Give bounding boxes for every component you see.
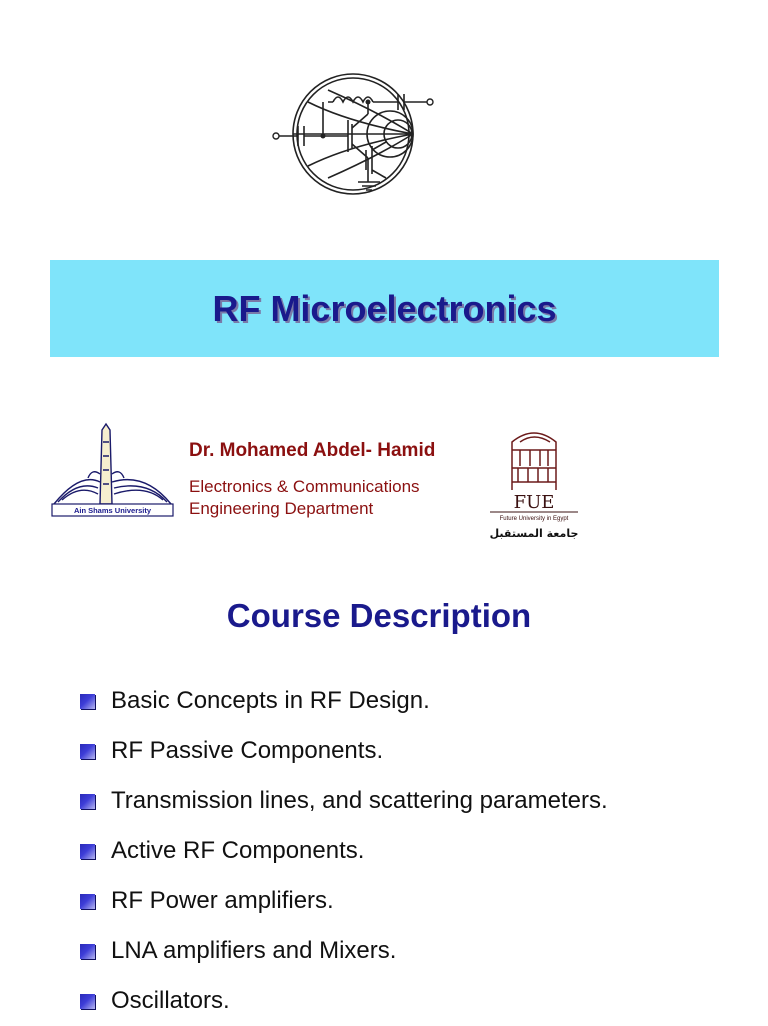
list-item-text: Transmission lines, and scattering parameters. (111, 787, 608, 814)
page-title: RF Microelectronics (212, 287, 557, 329)
list-item (80, 926, 608, 976)
fue-mark: FUE (513, 492, 555, 513)
square-bullet-icon (80, 944, 95, 959)
ain-shams-caption: Ain Shams University (73, 506, 152, 515)
list-item-text: RF Passive Components. (111, 737, 384, 764)
department-line-1: Electronics & Communications (189, 477, 420, 496)
smith-chart-circuit-logo (268, 72, 438, 208)
list-item (80, 876, 608, 926)
author-name: Dr. Mohamed Abdel- Hamid (189, 440, 436, 461)
list-item (80, 826, 608, 876)
course-topic-list (80, 676, 608, 1026)
list-item-text: Active RF Components. (111, 837, 365, 864)
square-bullet-icon (80, 894, 95, 909)
department-line-2: Engineering Department (189, 499, 374, 518)
list-item-text: LNA amplifiers and Mixers. (111, 937, 397, 964)
list-item (80, 676, 608, 726)
square-bullet-icon (80, 994, 95, 1009)
list-item-text: Basic Concepts in RF Design. (111, 687, 430, 714)
list-item-text: Oscillators. (111, 987, 230, 1014)
square-bullet-icon (80, 694, 95, 709)
section-title: Course Description (226, 597, 532, 634)
fue-caption-ar: جامعة المستقبل (489, 527, 579, 540)
list-item (80, 726, 608, 776)
list-item (80, 976, 608, 1026)
title-banner (50, 260, 719, 357)
list-item-text: RF Power amplifiers. (111, 887, 334, 914)
square-bullet-icon (80, 844, 95, 859)
future-university-logo (484, 420, 584, 545)
square-bullet-icon (80, 794, 95, 809)
square-bullet-icon (80, 744, 95, 759)
fue-caption-en: Future University in Egypt (499, 516, 569, 522)
list-item (80, 776, 608, 826)
ain-shams-university-logo (50, 422, 175, 522)
